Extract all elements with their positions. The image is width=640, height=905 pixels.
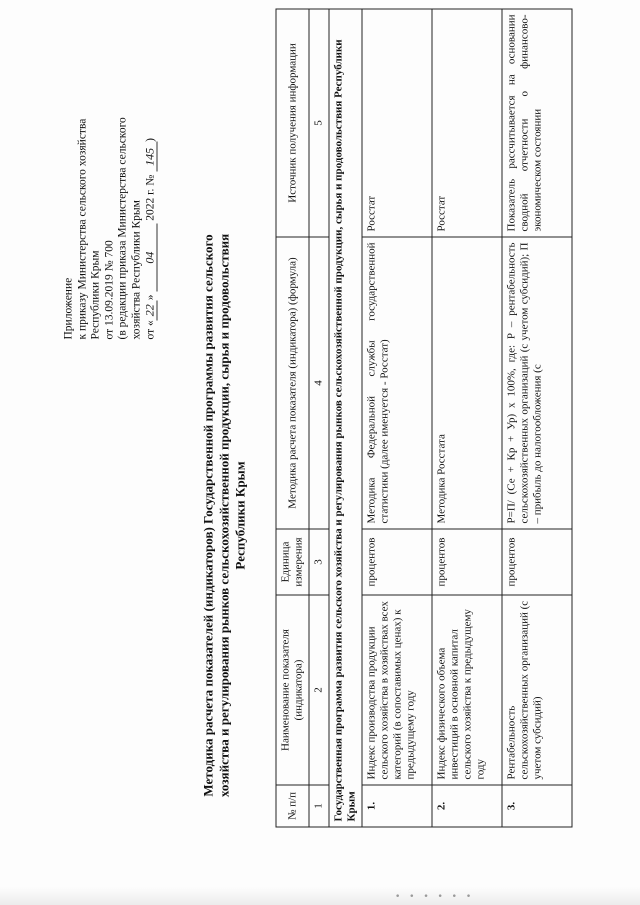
row-method: Методика Федеральной службы государственной статистики (далее именуется - Росстат) bbox=[362, 237, 432, 529]
row-num: 2. bbox=[432, 785, 502, 827]
row-num: 1. bbox=[362, 785, 432, 827]
header-num: № п/п bbox=[276, 785, 309, 827]
row-method: Р=П/ (Се + Кр + Ур) х 100%, где: Р – рентабельность сельскохозяйственных организаций (с учетом субсидий); П – прибыль до налогообложения (с bbox=[502, 237, 572, 529]
appendix-line: от 13.09.2019 № 700 bbox=[102, 239, 115, 339]
indicators-table bbox=[275, 8, 572, 827]
table-row bbox=[502, 9, 572, 827]
row-name: Индекс производства продукции сельского хозяйства в хозяйствах всех категорий (в сопоставимых ценах) к предыдущему году bbox=[362, 595, 432, 785]
row-source: Росстат bbox=[432, 9, 502, 237]
appendix-line: к приказу Министерства сельского хозяйства bbox=[75, 118, 88, 339]
date-suffix: ) bbox=[144, 137, 156, 142]
handwritten-day: 22 bbox=[142, 300, 157, 320]
appendix-line: (в редакции приказа Министерства сельского bbox=[116, 116, 128, 339]
section-row bbox=[329, 9, 362, 827]
appendix-line: Республики Крым bbox=[89, 250, 101, 339]
handwritten-number: 145 bbox=[142, 141, 157, 171]
appendix-date-line bbox=[143, 29, 158, 339]
handwritten-month: 04 bbox=[142, 223, 157, 291]
row-name: Рентабельность сельскохозяйственных организаций (с учетом субсидий) bbox=[502, 595, 572, 785]
document-title: Методика расчета показателей (индикаторов) Государственной программы развития сельского хозяйства и регулирования рынков сельскохозяйственной продукции, сырья и продовольствия Республики Крым bbox=[200, 233, 247, 797]
row-source: Росстат bbox=[362, 9, 432, 237]
row-num: 3. bbox=[502, 785, 572, 827]
row-unit: процентов bbox=[362, 529, 432, 595]
appendix-block bbox=[62, 29, 158, 339]
column-number-row bbox=[309, 9, 329, 827]
column-number: 1 bbox=[309, 785, 329, 827]
scan-bottom-shadow bbox=[0, 887, 640, 905]
date-prefix: от « bbox=[144, 319, 156, 339]
column-number: 2 bbox=[309, 595, 329, 785]
header-name: Наименование показателя (индикатора) bbox=[276, 595, 309, 785]
scan-marks: • • • • • • bbox=[395, 892, 475, 902]
table-row bbox=[432, 9, 502, 827]
row-name: Индекс физического объема инвестиций в основной капитал сельского хозяйства к предыдущему году bbox=[432, 595, 502, 785]
header-source: Источник получения информации bbox=[276, 9, 309, 237]
row-unit: процентов bbox=[432, 529, 502, 595]
table-header-row bbox=[276, 9, 309, 827]
column-number: 4 bbox=[309, 237, 329, 529]
section-title: Государственная программа развития сельского хозяйства и регулирования рынков сельскохозяйственной продукции, сырья и продовольствия Республики Крым bbox=[329, 9, 362, 827]
row-method: Методика Росстата bbox=[432, 237, 502, 529]
date-year: 2022 г. № bbox=[144, 174, 156, 221]
row-unit: процентов bbox=[502, 529, 572, 595]
date-mid: » bbox=[144, 294, 156, 300]
header-unit: Единица измерения bbox=[276, 529, 309, 595]
row-source: Показатель рассчитывается на основании сводной отчетности о финансово-экономическом состоянии bbox=[502, 9, 572, 237]
table-row bbox=[362, 9, 432, 827]
appendix-line: хозяйства Республики Крым bbox=[129, 199, 142, 339]
column-number: 3 bbox=[309, 529, 329, 595]
header-method: Методика расчета показателя (индикатора) (формула) bbox=[276, 237, 309, 529]
column-number: 5 bbox=[309, 9, 329, 237]
appendix-line: Приложение bbox=[62, 277, 74, 339]
